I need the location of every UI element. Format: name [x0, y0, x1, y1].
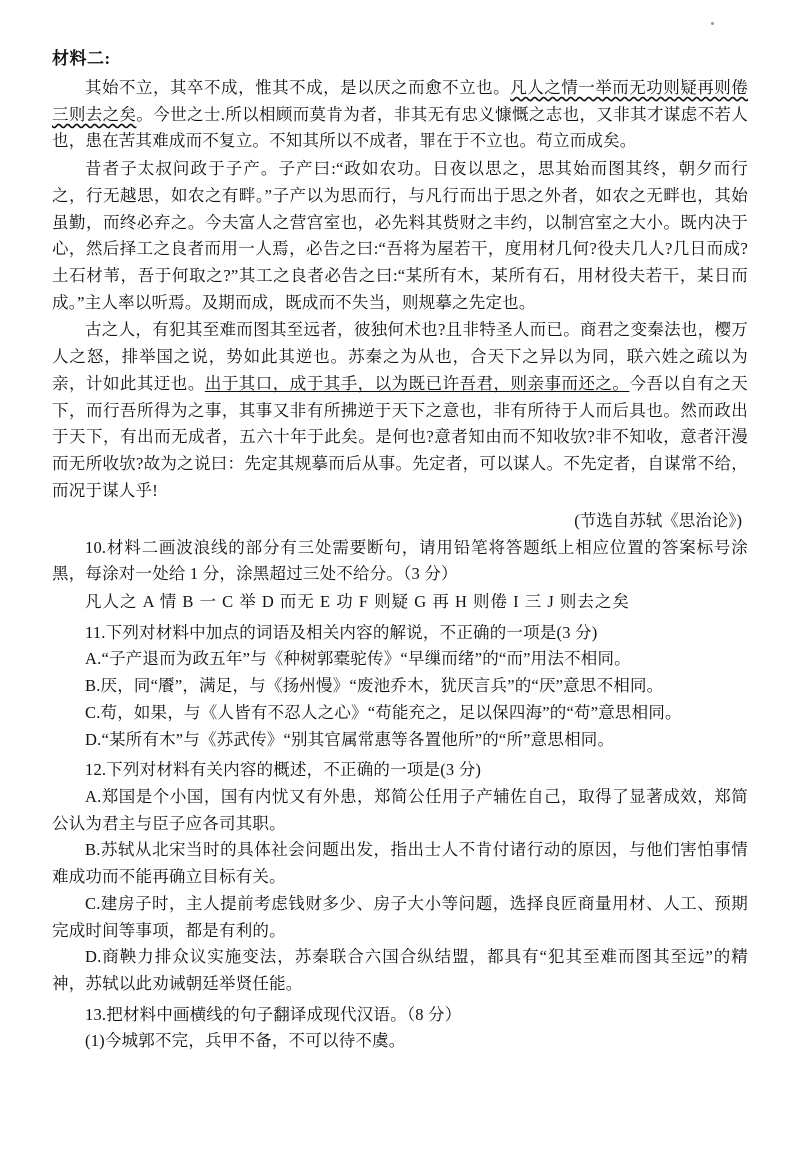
- question-11-option-c: C.苟，如果，与《人皆有不忍人之心》“苟能充之，足以保四海”的“苟”意思相同。: [85, 702, 682, 722]
- question-13: [52, 1002, 748, 1055]
- question-11: [52, 620, 748, 754]
- run-plain: 昔者子太叔问政于子产。子产曰:“政如农功。日夜以思之，思其始而图其终，朝夕而行之，行无越思，如农之有畔。”子产以为思而行，与凡行而出于思之外者，如农之无畔也，其始虽勤，而终必弃之。今夫富人之营宫室也，必先料其赀财之丰约，以制宫室之大小。既内决于心，然后择工之良者而用一人焉，必告之曰:“吾将为屋若干，度用材几何?役夫几人?几日而成?土石材苇，吾于何取之?”其工之良者必告之曰:“某所有木，某所有石，用材役夫若干，某日而成。”主人率以听焉。及期而成，既成而不失当，则规摹之先定也。: [52, 159, 748, 312]
- run-plain: 。今世之士.所以相顾而莫肯为者，非其无有忠义慷慨之志也，又非其才谋虑不若人也，患在苦其难成而不复立。不知其所以不成者，罪在于不立也。苟立而成矣。: [52, 104, 749, 151]
- question-10-break-line: 凡人之 A 情 B 一 C 举 D 而无 E 功 F 则疑 G 再 H 则倦 I 三 J 则去之矣: [85, 591, 630, 611]
- run-plain: 今吾以自有之天下，而行吾所得为之事，其事又非有所拂逆于天下之意也，非有所待于人而后具也。然而政出于天下，有出而无成者，五六十年于此矣。是何也?意者知由而不知收欤?非不知收，意者汗漫而无所收欤?故为之说曰：先定其规摹而后从事。先定者，可以谋人。不先定者，自谋常不给，而况于谋人乎!: [52, 373, 748, 500]
- paragraph-3: [52, 317, 748, 504]
- question-12-stem: [52, 757, 748, 784]
- question-13-number: 13.: [85, 1004, 107, 1024]
- question-13-sub-1: (1)今城郭不完，兵甲不备，不可以待不虞。: [85, 1031, 406, 1051]
- question-12-option-a: A.郑国是个小国，国有内忧又有外患，郑简公任用子产辅佐自己，取得了显著成效，郑简公认为君主与臣子应各司其职。: [52, 786, 748, 833]
- run-plain: 古之人，有犯其至难而图其至远者，彼独何术也?且非特圣人而已。商君之变秦法也，樱万人之怒，排举国之说，势如此其逆也。苏秦之为从也，合天下之异以为同，联六姓之疏以为亲，计如此其迂也。: [52, 320, 748, 393]
- question-12-text: 下列对材料有关内容的概述，不正确的一项是(3 分): [106, 760, 482, 780]
- question-11-option-d: D.“某所有木”与《苏武传》“别其官属常惠等各置他所”的“所”意思相同。: [85, 729, 615, 749]
- question-11-number: 11.: [85, 622, 106, 642]
- run-underline: 出于其口，成于其手，以为既已许吾君，则亲事而还之。: [204, 373, 630, 393]
- run-wavy-underline: 凡人之情一举而无功则疑再则倦三则去之矣: [52, 78, 749, 124]
- question-11-option-b: B.厌，同“餍”，满足，与《扬州慢》“废池乔木，犹厌言兵”的“厌”意思不相同。: [85, 676, 664, 696]
- question-10-stem: [52, 535, 748, 588]
- section-heading: 材料二:: [52, 49, 111, 68]
- run-plain: 其始不立，其卒不成，惟其不成，是以厌之而愈不立也。: [85, 78, 511, 97]
- question-10-number: 10.: [85, 537, 107, 557]
- question-13-text: 把材料中画横线的句子翻译成现代汉语。（8 分）: [106, 1004, 462, 1024]
- question-11-stem: [52, 620, 748, 647]
- question-12-number: 12.: [85, 760, 107, 780]
- question-10: [52, 535, 748, 616]
- question-11-option-a: A.“子产退而为政五年”与《种树郭橐驼传》“早缫而绪”的“而”用法不相同。: [85, 649, 631, 669]
- question-12: [52, 757, 748, 997]
- question-13-stem: [52, 1002, 748, 1029]
- paragraph-2: [52, 156, 748, 316]
- question-12-option-d: D.商鞅力排众议实施变法，苏秦联合六国合纵结盟，都具有“犯其至难而图其至远”的精神，苏轼以此劝诫朝廷举贤任能。: [52, 947, 748, 993]
- question-10-text: 材料二画波浪线的部分有三处需要断句，请用铅笔将答题纸上相应位置的答案标号涂黑，每涂对一处给 1 分，涂黑超过三处不给分。（3 分）: [52, 537, 748, 584]
- paragraph-1: [52, 75, 748, 155]
- source-attribution: (节选自苏轼《思治论》): [574, 510, 742, 530]
- page-corner-mark: [711, 22, 714, 25]
- question-12-option-c: C.建房子时，主人提前考虑钱财多少、房子大小等问题，选择良匠商量用材、人工、预期完成时间等事项，都是有利的。: [52, 893, 748, 940]
- question-12-option-b: B.苏轼从北宋当时的具体社会问题出发，指出士人不肯付诸行动的原因，与他们害怕事情难成功而不能再确立目标有关。: [52, 840, 748, 887]
- question-11-text: 下列对材料中加点的词语及相关内容的解说，不正确的一项是(3 分): [105, 622, 598, 642]
